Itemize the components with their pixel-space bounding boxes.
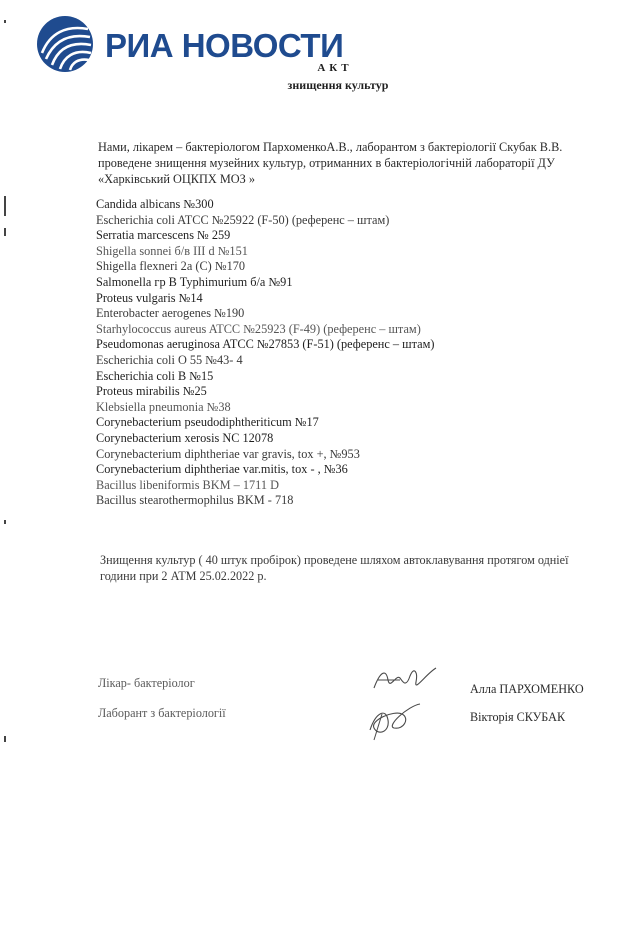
culture-item: Corynebacterium pseudodiphtheriticum №17 [96,415,319,430]
culture-item: Corynebacterium diphtheriae var.mitis, tox - , №36 [96,462,348,477]
culture-item: Enterobacter aerogenes №190 [96,306,245,321]
scan-edge-mark [4,736,6,742]
conclusion-paragraph: Знищення культур ( 40 штук пробірок) проведене шляхом автоклавування протягом одніеї години при 2 АТМ 25.02.2022 р. [100,553,569,583]
culture-item: Klebsiella pneumonia №38 [96,399,231,414]
culture-item: Proteus vulgaris №14 [96,290,203,305]
document-title: АКТ [317,62,353,74]
culture-item: Escherichia coli B №15 [96,368,214,383]
culture-item: Bacillus stearothermophilus BKM - 718 [96,493,294,508]
scan-edge-mark [4,196,6,216]
culture-item: Serratia marcescens № 259 [96,228,231,243]
signatory-name: Алла ПАРХОМЕНКО [470,682,584,696]
culture-item: Escherichia coli O 55 №43- 4 [96,352,243,367]
cultures-list [96,197,434,509]
culture-item: Salmonella гр B Typhimurium б/а №91 [96,274,293,289]
signatory-name: Вікторія СКУБАК [470,710,566,724]
signatory-role: Лікар- бактеріолог [98,676,195,690]
logo-wordmark: РИА НОВОСТИ [105,27,344,64]
culture-item: Shigella sonnei б/в III d №151 [96,243,248,258]
culture-item: Starhylococcus aureus ATCC №25923 (F-49) (референс – штам) [96,321,421,336]
document-subtitle: знищення культур [287,78,389,92]
culture-item: Bacillus libeniformis BKM – 1711 D [96,477,279,492]
handwritten-signature-icon [364,700,424,742]
culture-item: Pseudomonas aeruginosa ATCC №27853 (F-51) (референс – штам) [96,337,435,352]
culture-item: Proteus mirabilis №25 [96,384,207,399]
scan-edge-mark [4,20,6,23]
culture-item: Candida albicans №300 [96,197,214,211]
culture-item: Corynebacterium diphtheriae var gravis, tox +, №953 [96,446,360,461]
intro-paragraph: Нами, лікарем – бактеріологом ПархоменкоА.В., лаборантом з бактеріології Скубак В.В. проведене знищення музейних культур, отриманних в бактеріологічній лабораторії ДУ «Харківський ОЦКПХ МОЗ » [98,140,563,186]
signatory-role: Лаборант з бактеріології [98,706,226,720]
culture-item: Escherichia coli ATCC №25922 (F-50) (референс – штам) [96,212,390,227]
scan-edge-mark [4,228,6,236]
culture-item: Corynebacterium xerosis NC 12078 [96,430,274,445]
handwritten-signature-icon [370,662,440,696]
culture-item: Shigella flexneri 2a (C) №170 [96,259,246,274]
scan-edge-mark [4,520,6,524]
